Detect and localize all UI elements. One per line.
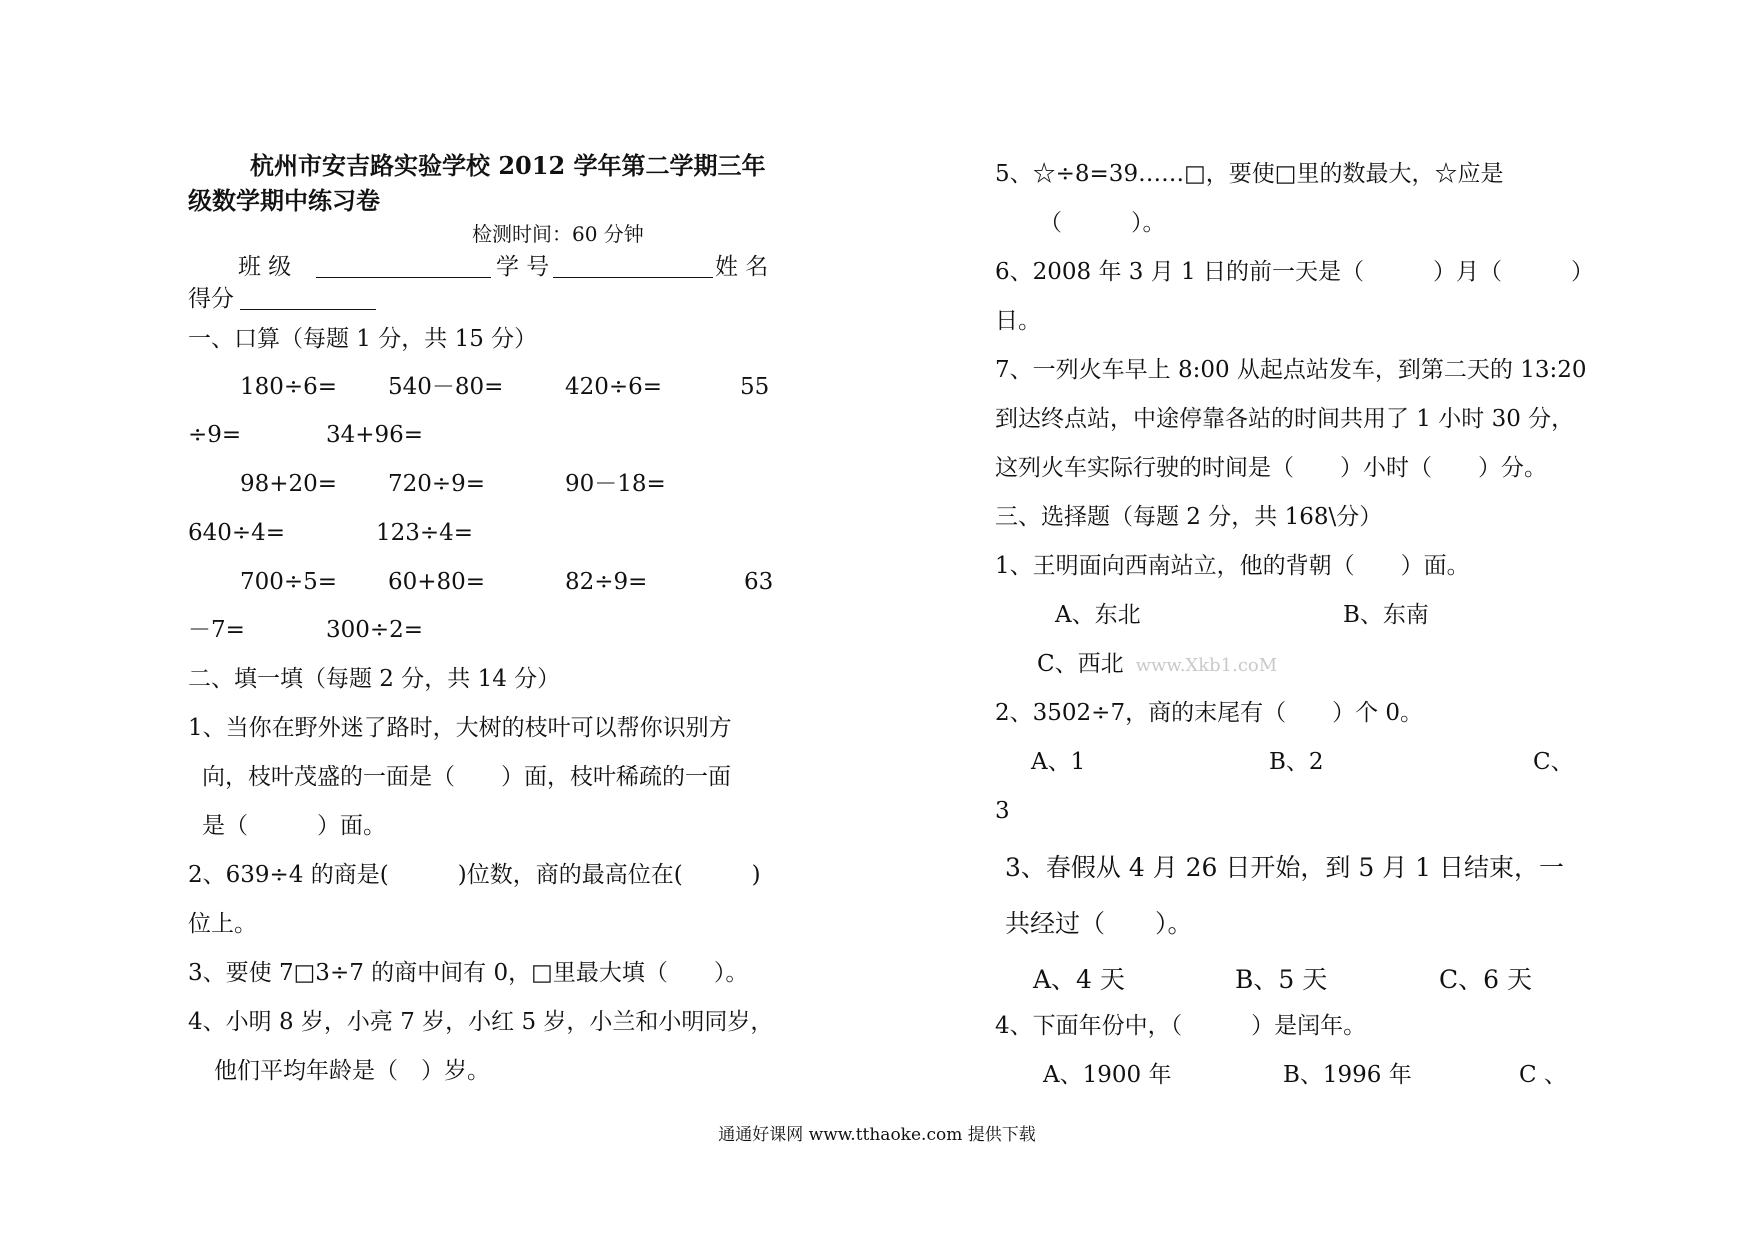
class-label: 班 级 [238,254,292,280]
option-b[interactable]: B、2 [1269,749,1324,775]
option-c[interactable] [1037,650,1277,680]
student-id-label: 学 号 [496,254,550,280]
watermark-text: www.Xkb1.coM [1135,655,1278,676]
option-a[interactable]: A、1900 年 [1043,1062,1172,1088]
class-blank[interactable] [316,255,491,278]
option-c[interactable]: C、6 天 [1439,965,1532,994]
calc-item: 300÷2= [326,617,424,643]
title-line-2: 级数学期中练习卷 [188,186,380,215]
student-id-blank[interactable] [553,255,713,278]
score-label: 得分 [188,286,234,312]
calc-item: 640÷4= [188,520,286,546]
calc-item: 420÷6= [565,374,663,400]
calc-item: 60+80= [388,569,486,595]
calc-item: 720÷9= [388,471,486,497]
question-text: 6、2008 年 3 月 1 日的前一天是（ ）月（ ） [995,259,1594,285]
calc-item: －7= [188,617,245,643]
footer-credit: 通通好课网 www.tthaoke.com 提供下载 [718,1125,1036,1145]
question-text: 这列火车实际行驶的时间是（ ）小时（ ）分。 [995,455,1547,481]
question-text: 位上。 [188,911,257,937]
option-b[interactable]: B、5 天 [1235,965,1328,994]
option-c[interactable]: C、 [1533,749,1574,775]
option-a[interactable]: A、4 天 [1033,965,1125,994]
question-text: 3、春假从 4 月 26 日开始，到 5 月 1 日结束，一 [1005,853,1565,882]
option-a[interactable]: A、1 [1031,749,1086,775]
question-text: 7、一列火车早上 8:00 从起点站发车，到第二天的 13:20 [995,357,1587,383]
calc-item: 540－80= [388,374,504,400]
question-text: 1、当你在野外迷了路时，大树的枝叶可以帮你识别方 [188,715,732,741]
calc-item: 63 [744,569,774,595]
section2-heading: 二、填一填（每题 2 分，共 14 分） [188,666,561,692]
calc-item: 123÷4= [376,520,474,546]
calc-item: 98+20= [240,471,338,497]
question-text: 2、639÷4 的商是( )位数，商的最高位在( ) [188,862,761,888]
calc-item: 55 [740,374,770,400]
test-time: 检测时间：60 分钟 [472,222,644,246]
question-text: 5、☆÷8=39……□，要使□里的数最大，☆应是 [995,161,1504,187]
option-c-continued: 3 [995,798,1010,824]
question-text: 他们平均年龄是（ ）岁。 [214,1058,490,1084]
question-text: 到达终点站，中途停靠各站的时间共用了 1 小时 30 分， [995,406,1575,432]
question-text: 1、王明面向西南站立，他的背朝（ ）面。 [995,553,1470,579]
question-text: 4、下面年份中，（ ）是闰年。 [995,1013,1367,1039]
calc-item: 34+96= [326,422,424,448]
calc-item: 82÷9= [565,569,648,595]
title-line-1: 杭州市安吉路实验学校 2012 学年第二学期三年 [250,151,766,180]
question-text: 4、小明 8 岁，小亮 7 岁，小红 5 岁，小兰和小明同岁， [188,1009,774,1035]
question-text: 是（ ）面。 [202,813,386,839]
question-text: 向，枝叶茂盛的一面是（ ）面，枝叶稀疏的一面 [202,764,731,790]
question-text: 2、3502÷7，商的末尾有（ ）个 0。 [995,700,1424,726]
question-text: 共经过（ ）。 [1005,909,1193,938]
section3-heading: 三、选择题（每题 2 分，共 168\分） [995,504,1383,530]
score-blank[interactable] [240,287,376,310]
option-b[interactable]: B、1996 年 [1283,1062,1412,1088]
question-text: 日。 [995,308,1041,334]
option-a[interactable]: A、东北 [1055,602,1141,628]
name-label: 姓 名 [715,254,769,280]
option-c-label: C、西北 [1037,651,1124,677]
calc-item: 700÷5= [240,569,338,595]
calc-item: ÷9= [188,422,242,448]
option-c[interactable]: C 、 [1519,1062,1567,1088]
calc-item: 90－18= [565,471,666,497]
question-text: 3、要使 7□3÷7 的商中间有 0，□里最大填（ ）。 [188,960,749,986]
question-text: （ ）。 [1039,210,1166,236]
calc-item: 180÷6= [240,374,338,400]
section1-heading: 一、口算（每题 1 分，共 15 分） [188,326,538,352]
option-b[interactable]: B、东南 [1343,602,1429,628]
